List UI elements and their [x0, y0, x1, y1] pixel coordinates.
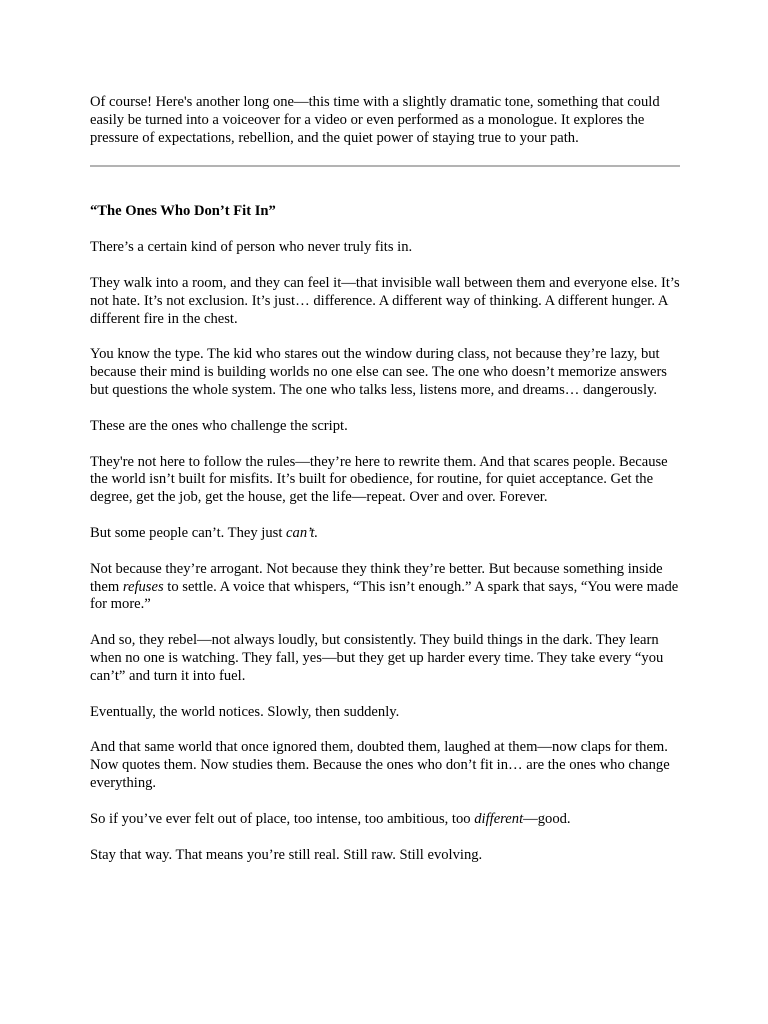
paragraph-7-text-start: Not because they’re arrogant. Not because they think they’re better. But because something inside them: [90, 560, 663, 595]
paragraph-9: Eventually, the world notices. Slowly, then suddenly.: [90, 703, 400, 720]
paragraph-7-emphasis: refuses: [122, 578, 164, 595]
document-title: “The Ones Who Don’t Fit In”: [90, 203, 276, 220]
paragraph-6-text: But some people can’t. They just: [90, 524, 287, 541]
paragraph-12: Stay that way. That means you’re still real. Still raw. Still evolving.: [90, 846, 483, 863]
paragraph-1: There’s a certain kind of person who never truly fits in.: [90, 239, 413, 256]
paragraph-11-emphasis: different: [474, 810, 524, 827]
paragraph-10: And that same world that once ignored them, doubted them, laughed at them—now claps for them. Now quotes them. Now studies them. Because the ones who don’t fit in… are the ones who change everything.: [90, 739, 670, 791]
paragraph-4: These are the ones who challenge the script.: [90, 417, 348, 434]
intro-paragraph: Of course! Here's another long one—this time with a slightly dramatic tone, something that could easily be turned into a voiceover for a video or even performed as a monologue. It explores the pressure of expectations, rebellion, and the quiet power of staying true to your path.: [90, 94, 660, 146]
paragraph-6-emphasis: can’t.: [286, 524, 319, 541]
paragraph-11-text-end: —good.: [523, 810, 571, 827]
paragraph-8: And so, they rebel—not always loudly, but consistently. They build things in the dark. They learn when no one is watching. They fall, yes—but they get up harder every time. They take every “you can’t” and turn it into fuel.: [90, 632, 664, 684]
paragraph-7-text-end: to settle. A voice that whispers, “This isn’t enough.” A spark that says, “You were made for more.”: [90, 578, 679, 613]
paragraph-6: [90, 525, 680, 543]
paragraph-11: [90, 811, 680, 829]
paragraph-11-text-start: So if you’ve ever felt out of place, too intense, too ambitious, too: [90, 810, 475, 827]
document-page: [90, 94, 680, 882]
paragraph-2: They walk into a room, and they can feel it—that invisible wall between them and everyone else. It’s not hate. It’s not exclusion. It’s just… difference. A different way of thinking. A different hunger. A different fire in the chest.: [90, 274, 680, 327]
paragraph-5: They're not here to follow the rules—they’re here to rewrite them. And that scares people. Because the world isn’t built for misfits. It’s built for obedience, for routine, for quiet acceptance. Get the degree, get the job, get the house, get the life—repeat. Over and over. Forever.: [90, 453, 668, 506]
paragraph-3: You know the type. The kid who stares out the window during class, not because they’re lazy, but because their mind is building worlds no one else can see. The one who doesn’t memorize answers but questions the whole system. The one who talks less, listens more, and dreams… dangerously.: [90, 346, 667, 398]
paragraph-7: [90, 561, 680, 614]
horizontal-divider: [90, 165, 680, 167]
